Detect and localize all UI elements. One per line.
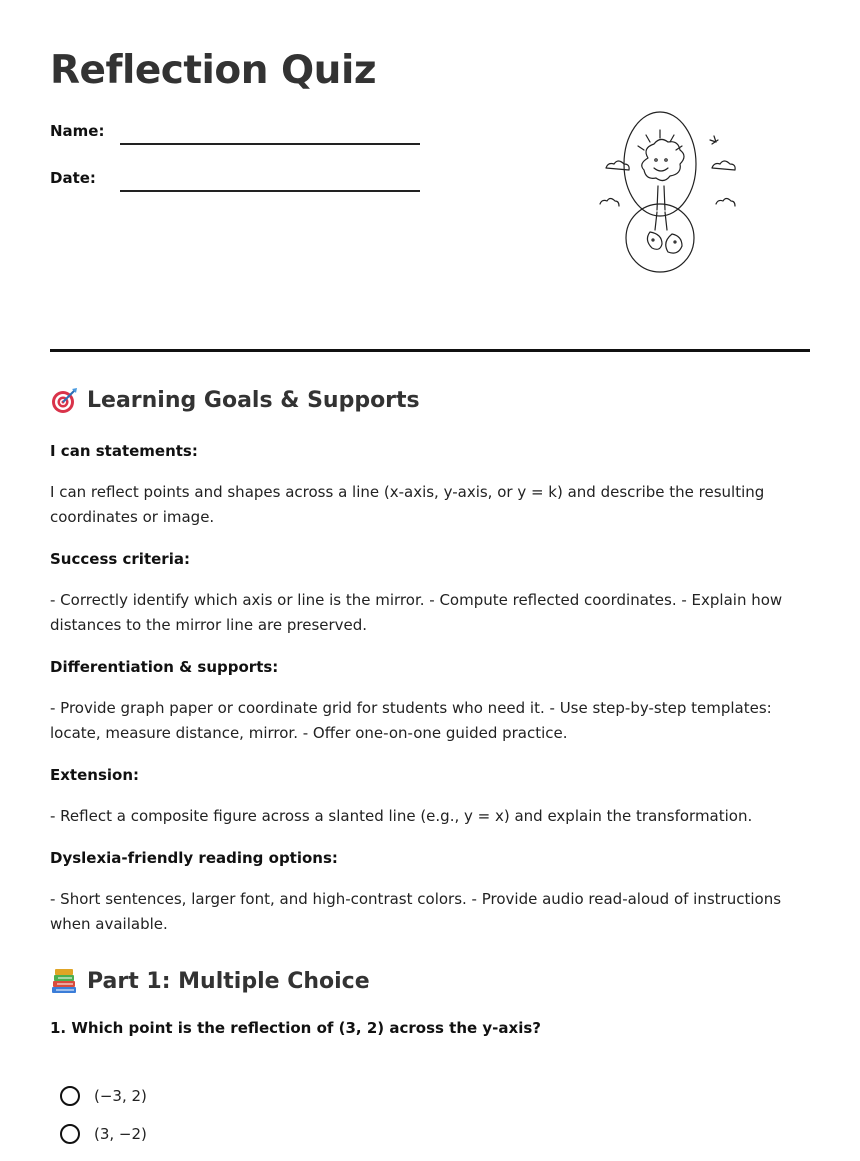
dyslexia-label: Dyslexia-friendly reading options:	[50, 849, 338, 867]
differentiation-label: Differentiation & supports:	[50, 658, 279, 676]
radio-button[interactable]	[60, 1086, 80, 1106]
part1-heading	[50, 967, 810, 995]
books-icon	[50, 967, 78, 995]
question-1-options	[50, 1081, 810, 1149]
date-field[interactable]	[120, 190, 420, 192]
success-criteria-text: - Correctly identify which axis or line is the mirror. - Compute reflected coordinates. - Explain how distances to the mirror line are preserved.	[50, 591, 783, 634]
learning-goals-title: Learning Goals & Supports	[87, 387, 420, 413]
page-title: Reflection Quiz	[50, 48, 377, 93]
dyslexia-text: - Short sentences, larger font, and high-contrast colors. - Provide audio read-aloud of instructions when available.	[50, 890, 782, 933]
tree-reflection-illustration	[598, 108, 746, 276]
question-1-text: 1. Which point is the reflection of (3, 2) across the y-axis?	[50, 1019, 541, 1037]
i-can-text: I can reflect points and shapes across a line (x-axis, y-axis, or y = k) and describe the resulting coordinates or image.	[50, 483, 765, 526]
question-1-option-b[interactable]	[60, 1119, 810, 1149]
part1-title: Part 1: Multiple Choice	[87, 968, 370, 994]
header-divider	[50, 349, 810, 352]
success-criteria-label: Success criteria:	[50, 550, 190, 568]
extension-text: - Reflect a composite figure across a slanted line (e.g., y = x) and explain the transformation.	[50, 807, 753, 825]
radio-button[interactable]	[60, 1124, 80, 1144]
i-can-label: I can statements:	[50, 442, 198, 460]
option-label: (−3, 2)	[94, 1087, 147, 1105]
learning-goals-heading	[50, 386, 810, 414]
target-icon	[50, 386, 78, 414]
date-label: Date:	[50, 169, 96, 187]
name-field[interactable]	[120, 143, 420, 145]
differentiation-text: - Provide graph paper or coordinate grid for students who need it. - Use step-by-step templates: locate, measure distance, mirror. - Offer one-on-one guided practice.	[50, 699, 772, 742]
extension-label: Extension:	[50, 766, 139, 784]
name-label: Name:	[50, 122, 105, 140]
option-label: (3, −2)	[94, 1125, 147, 1143]
question-1-option-a[interactable]	[60, 1081, 810, 1111]
quiz-content	[50, 386, 810, 1149]
